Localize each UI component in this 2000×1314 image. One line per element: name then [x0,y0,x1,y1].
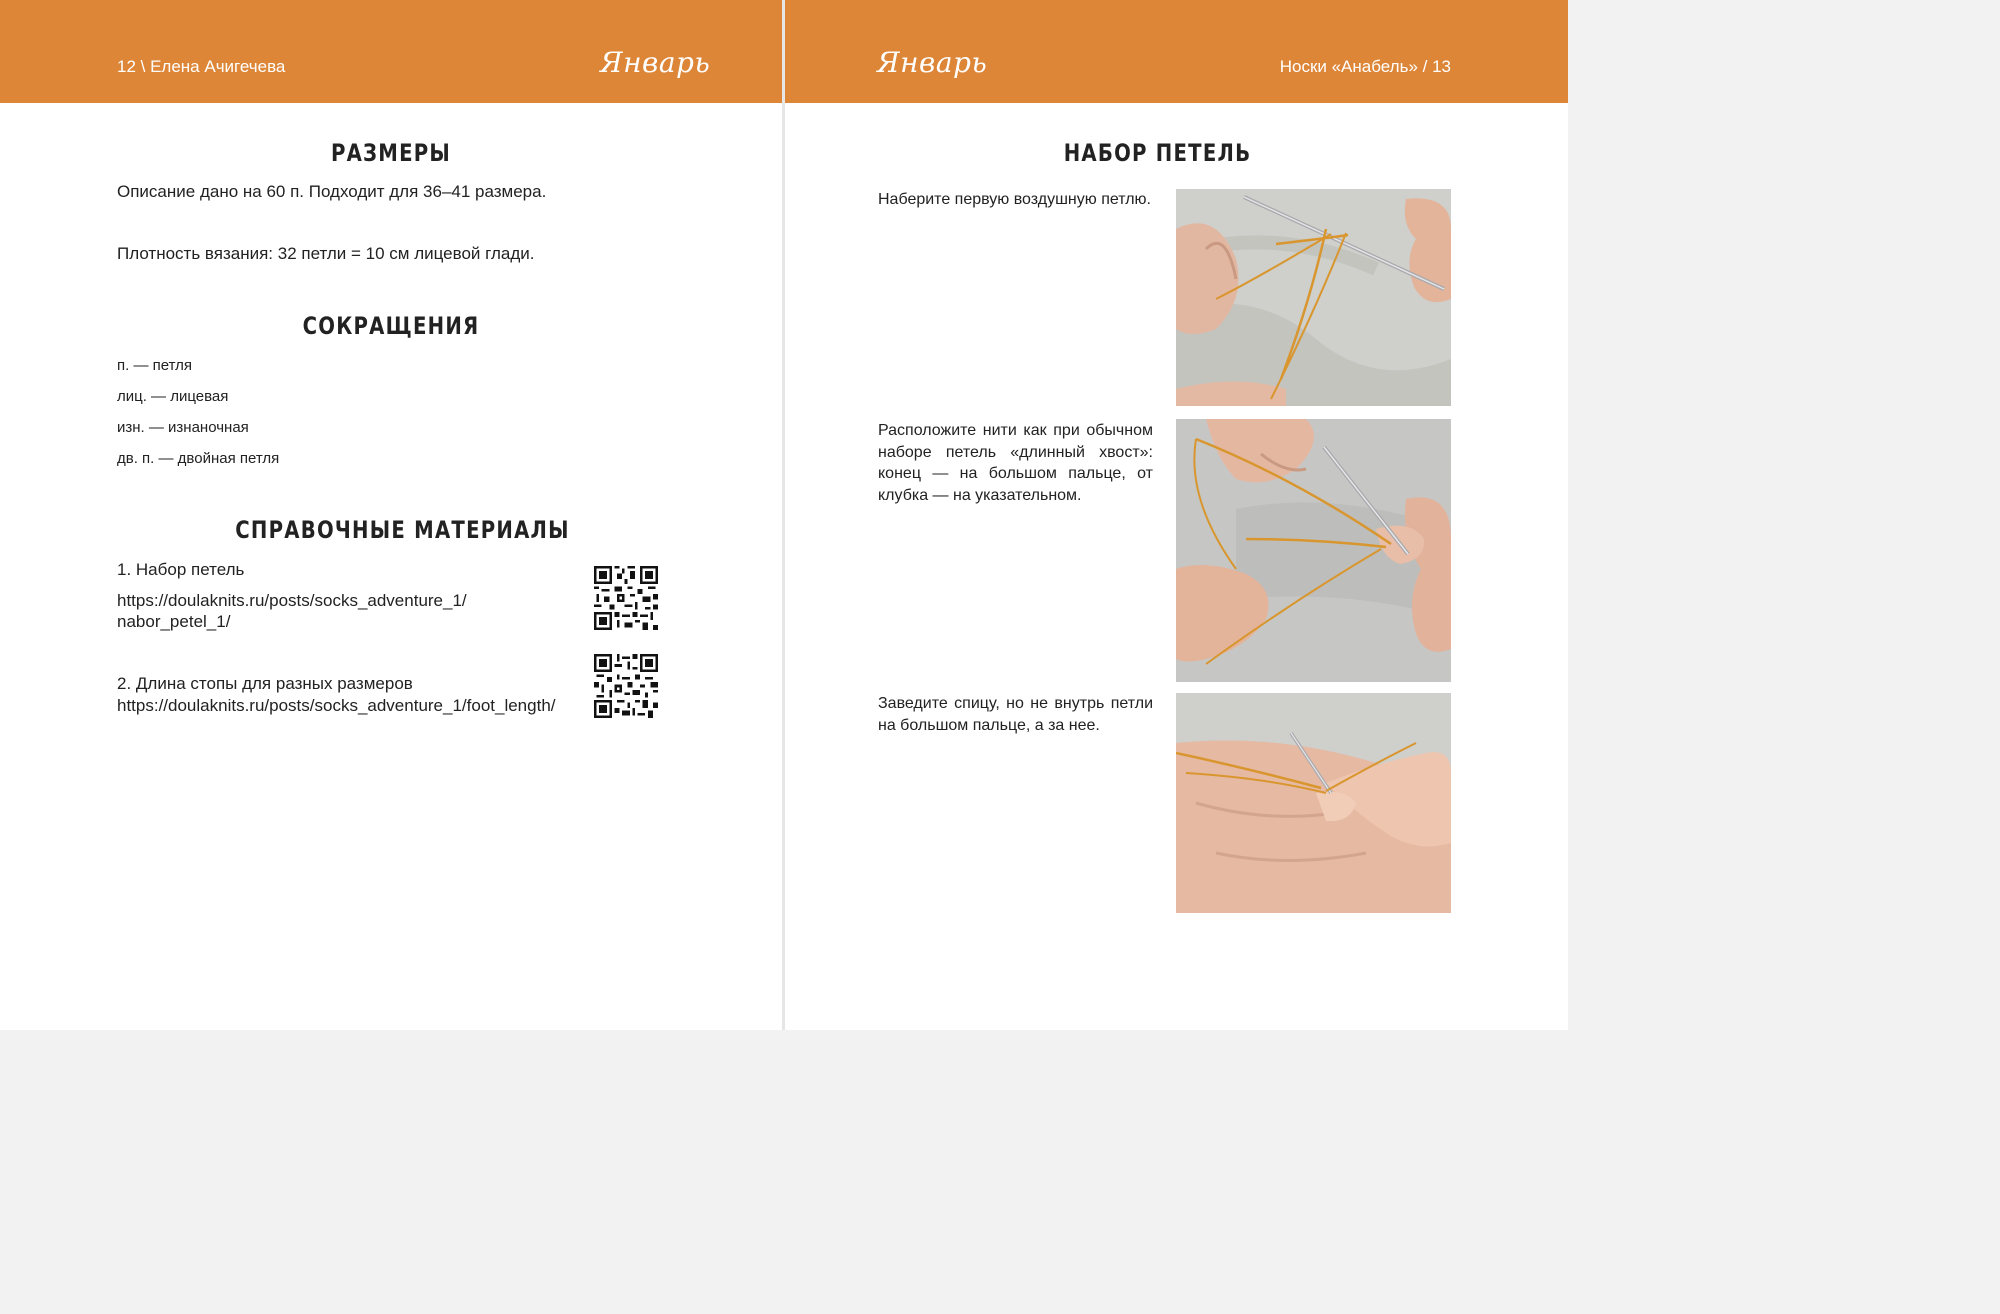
step-photo [1176,419,1451,682]
gauge-text: Плотность вязания: 32 петли = 10 см лицевой глади. [117,244,535,263]
page-number-author: 12 \ Елена Ачигечева [117,57,286,76]
step-photo [1176,189,1451,406]
abbreviations-heading: СОКРАЩЕНИЯ [302,312,480,340]
reference-link-continued[interactable]: nabor_petel_1/ [117,612,231,631]
sizes-heading: РАЗМЕРЫ [330,139,452,167]
left-page-header [0,0,782,103]
references-heading: СПРАВОЧНЫЕ МАТЕРИАЛЫ [235,516,570,544]
abbreviation-item: изн. — изнаночная [117,419,249,436]
step-text: Расположите нити как при обычном наборе петель «длинный хвост»: конец — на большом пальце, от клубка — на указательном. [878,422,1153,504]
abbreviation-item: п. — петля [117,357,193,374]
abbreviation-item: дв. п. — двойная петля [117,450,280,467]
step-text: Заведите спицу, но не внутрь петли на большом пальце, а за нее. [878,695,1153,734]
step-text: Наберите первую воздушную петлю. [878,191,1151,208]
sizes-description: Описание дано на 60 п. Подходит для 36–41 размера. [117,182,547,201]
month-title: Январь [877,46,988,79]
qr-code-icon[interactable] [594,566,658,630]
right-page-header [785,0,1568,103]
reference-link[interactable]: https://doulaknits.ru/posts/socks_adventure_1/foot_length/ [117,696,556,715]
cast-on-heading: НАБОР ПЕТЕЛЬ [1063,139,1252,167]
reference-link[interactable]: https://doulaknits.ru/posts/socks_adventure_1/ [117,591,467,610]
abbreviation-item: лиц. — лицевая [117,388,229,405]
reference-title: 2. Длина стопы для разных размеров [117,674,413,693]
right-page [785,0,1568,1030]
left-page [0,0,782,1030]
month-title: Январь [600,46,711,79]
reference-title: 1. Набор петель [117,560,245,579]
page-title-number: Носки «Анабель» / 13 [1279,57,1451,76]
qr-code-icon[interactable] [594,654,658,718]
step-photo [1176,693,1451,913]
